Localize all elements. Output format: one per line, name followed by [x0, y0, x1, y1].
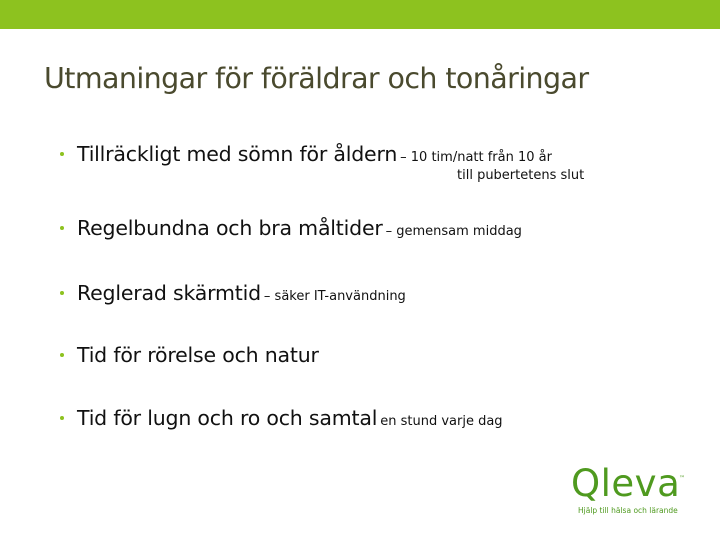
bullet-icon [60, 353, 64, 357]
logo-wordmark: Qleva [571, 462, 681, 505]
logo-tagline: Hjälp till hälsa och lärande [578, 506, 678, 515]
bullet-main-text: Tillräckligt med sömn för åldern [77, 142, 398, 166]
bullet-main-text: Regelbundna och bra måltider [77, 216, 383, 240]
bullet-icon [60, 152, 64, 156]
bullet-sub-text: en stund varje dag [380, 414, 503, 429]
slide-title: Utmaningar för föräldrar och tonåringar [44, 62, 589, 95]
logo-trademark: ™ [679, 475, 685, 482]
bullet-icon [60, 226, 64, 230]
qleva-logo [571, 464, 691, 520]
bullet-main-text: Tid för lugn och ro och samtal [77, 406, 378, 430]
bullet-sub-text: – säker IT-användning [263, 289, 406, 304]
top-accent-bar [0, 0, 720, 29]
bullet-main-text: Tid för rörelse och natur [77, 343, 319, 367]
bullet-main-text: Reglerad skärmtid [77, 281, 261, 305]
bullet-sub-text: – 10 tim/natt från 10 år [400, 150, 552, 165]
bullet-sub-text: – gemensam middag [385, 224, 522, 239]
bullet-sub-text-line2: till pubertetens slut [457, 168, 585, 183]
bullet-icon [60, 291, 64, 295]
bullet-icon [60, 416, 64, 420]
